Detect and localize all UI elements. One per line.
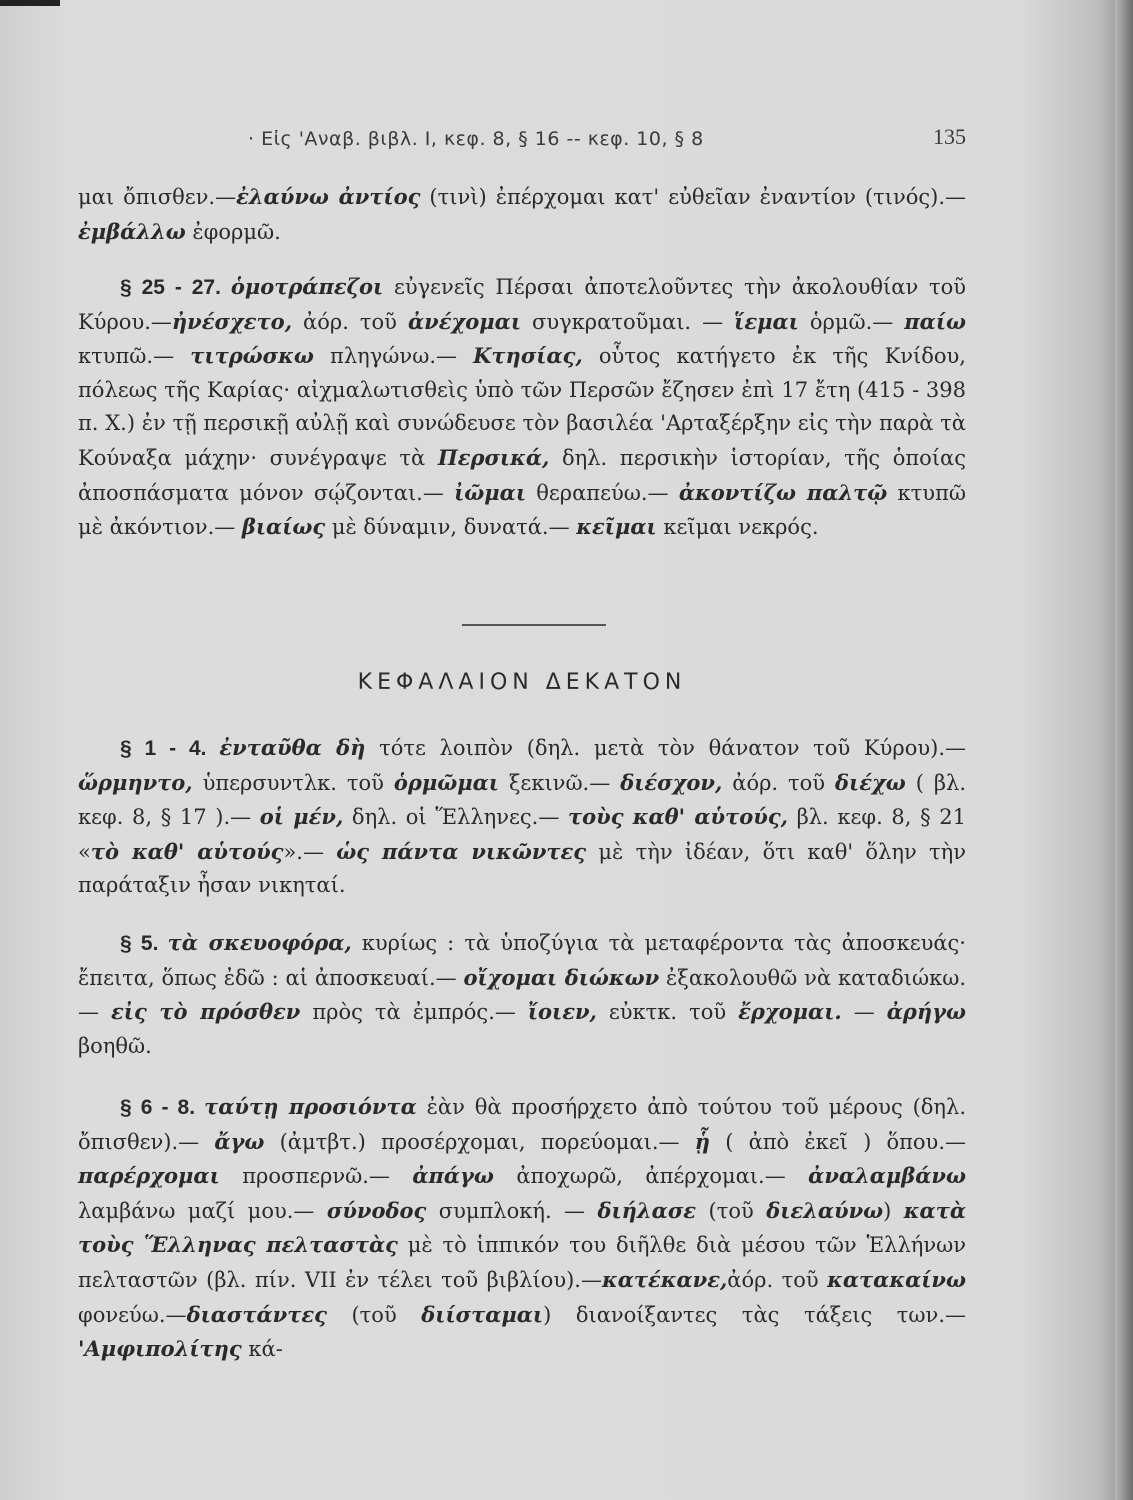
gloss-text: ἀποχωρῶ, ἀπέρχομαι.— xyxy=(493,1164,809,1189)
headword: σύνοδος xyxy=(326,1197,427,1223)
headword: ἔρχομαι. xyxy=(738,999,842,1025)
gloss-text: πρὸς τὰ ἐμπρός.— xyxy=(300,1000,528,1025)
gloss-text: δηλ. περσικὴν ἱστορίαν, τῆς ὁποίας ἀποσπάσματα μόνον σῴζονται.— xyxy=(78,445,966,505)
gloss-text: ἐξακολουθῶ νὰ καταδιώκω.— xyxy=(78,965,967,1025)
gloss-text: συμπλοκή. — xyxy=(426,1198,598,1223)
section-number: § 5. xyxy=(120,932,168,955)
headword: διήλασε xyxy=(597,1197,697,1223)
headword: κεῖμαι xyxy=(576,514,657,540)
headword: τὰ σκευοφόρα, xyxy=(167,930,352,955)
headword: τοὺς καθ' αὑτούς, xyxy=(567,804,788,830)
headword: 'Αμφιπολίτης xyxy=(78,1336,242,1362)
headword: ᾗ xyxy=(694,1128,710,1154)
gloss-text: εὐγενεῖς Πέρσαι ἀποτελοῦντες τὴν ἀκολουθίαν τοῦ Κύρου.— xyxy=(78,275,966,334)
gloss-text: κά- xyxy=(241,1337,283,1362)
headword: ὥρμηντο, xyxy=(78,769,193,795)
chapter-title: ΚΕΦΑΛΑΙΟΝ ΔΕΚΑΤΟΝ xyxy=(357,670,687,695)
paragraph-body xyxy=(78,731,966,903)
gloss-text: μὲ τὴν ἰδέαν, ὅτι καθ' ὅλην τὴν παράταξιν ἦσαν νικηταί. xyxy=(78,839,966,898)
scan-corner-mark xyxy=(0,0,60,6)
gloss-text: συγκρατοῦμαι. — xyxy=(521,309,735,334)
gloss-text: φονεύω.— xyxy=(78,1302,187,1327)
gloss-text: ἐὰν θὰ προσήρχετο ἀπὸ τούτου τοῦ μέρους (δηλ. ὄπισθεν).— xyxy=(78,1095,966,1154)
headword: ὁμοτράπεζοι xyxy=(230,274,384,299)
paragraph-continuation xyxy=(78,180,966,249)
headword: εἰς τὸ πρόσθεν xyxy=(111,999,301,1025)
headword: οἱ μέν, xyxy=(259,804,344,830)
headword: Κτησίας, xyxy=(473,343,583,369)
section-number: § 6 - 8. xyxy=(120,1096,205,1119)
paragraph-body xyxy=(78,926,966,1063)
gloss-text: ( βλ. κεφ. 8, § 17 ).— xyxy=(78,770,966,830)
gloss-text: δηλ. οἱ Ἕλληνες.— xyxy=(343,805,568,830)
headword: κατέκανε, xyxy=(601,1266,728,1292)
headword: διελαύνω xyxy=(766,1197,884,1223)
running-title: · Εἰς 'Αναβ. βιβλ. Ι, κεφ. 8, § 16 -- κεφ. 10, § 8 xyxy=(248,128,704,150)
headword: διέσχον, xyxy=(620,769,723,795)
section-divider xyxy=(462,624,606,626)
headword: κατὰ τοὺς Ἕλληνας πελταστὰς xyxy=(78,1197,966,1258)
gloss-text: κτυπῶ.— xyxy=(78,344,191,369)
headword: ἀρήγω xyxy=(886,999,966,1025)
headword: τιτρώσκω xyxy=(190,343,314,369)
paragraph-body xyxy=(78,270,966,545)
headword: ἄγω xyxy=(214,1128,265,1154)
headword: ἀναλαμβάνω xyxy=(808,1163,966,1189)
headword: διέχω xyxy=(835,769,906,795)
section-number: § 25 - 27. xyxy=(120,276,231,299)
gloss-text: μαι ὄπισθεν.— xyxy=(78,185,237,209)
gloss-text: κεῖμαι νεκρός. xyxy=(656,515,819,540)
headword: ἐμβάλλω xyxy=(78,218,186,244)
gloss-text: ἀόρ. τοῦ xyxy=(722,770,836,795)
section-number: § 1 - 4. xyxy=(120,737,220,760)
headword: τὸ καθ' αὑτούς xyxy=(90,838,284,864)
headword: ὁρμῶμαι xyxy=(393,769,499,795)
gloss-text: ) διανοίξαντες τὰς τάξεις των.— xyxy=(543,1302,966,1327)
gloss-text: οὗτος κατήγετο ἐκ τῆς Κνίδου, πόλεως τῆς Καρίας· αἰχμαλωτισθεὶς ὑπὸ τῶν Περσῶν ἔζησεν ἐπὶ 17 ἔτη (415 - 398 π. Χ.) ἐν τῇ περσικῇ αὐλῇ καὶ συνώδευσε τὸν βασιλέα 'Αρταξέρξην εἰς τὴν παρὰ τὰ Κούναξα μάχην· συνέγραψε τὰ xyxy=(78,344,966,470)
headword: παρέρχομαι xyxy=(78,1163,220,1189)
gloss-text: προσπερνῶ.— xyxy=(219,1164,413,1189)
gloss-text: ὁρμῶ.— xyxy=(798,309,905,334)
headword: διαστάντες xyxy=(186,1301,327,1327)
headword: ταύτῃ προσιόντα xyxy=(204,1094,417,1119)
headword: ἀνέχομαι xyxy=(407,308,521,334)
headword: ἐλαύνω ἀντίος xyxy=(236,184,421,209)
gloss-text: ὑπερσυντλκ. τοῦ xyxy=(192,770,394,795)
gloss-text: κτυπῶ μὲ ἀκόντιον.— xyxy=(78,480,966,540)
gloss-text: ξεκινῶ.— xyxy=(498,770,621,795)
page-number: 135 xyxy=(933,124,966,149)
headword: κατακαίνω xyxy=(827,1266,966,1292)
paragraph-section-1-4 xyxy=(78,731,966,903)
headword: ἴοιεν, xyxy=(527,999,597,1025)
gloss-text: μὲ δύναμιν, δυνατά.— xyxy=(325,515,577,540)
gloss-text: λαμβάνω μαζί μου.— xyxy=(78,1198,327,1223)
headword: ἀκοντίζω παλτῷ xyxy=(678,479,888,505)
headword: ἵεμαι xyxy=(734,308,799,334)
gloss-text: (τινὶ) ἐπέρχομαι κατ' εὐθεῖαν ἐναντίον (τινός).— xyxy=(420,185,967,209)
headword: ἠνέσχετο, xyxy=(171,308,293,334)
gloss-text: μὲ τὸ ἱππικόν του διῆλθε διὰ μέσου τῶν Ἑλλήνων πελταστῶν (βλ. πίν. VII ἐν τέλει τοῦ βιβλίου).— xyxy=(78,1233,966,1292)
gloss-text: θεραπεύω.— xyxy=(525,480,679,505)
gloss-text: (ἀμτβτ.) προσέρχομαι, πορεύομαι.— xyxy=(264,1129,695,1154)
paragraph-section-6-8 xyxy=(78,1090,966,1367)
gloss-text: εὐκτκ. τοῦ xyxy=(596,1000,739,1025)
paragraph-section-25-27 xyxy=(78,270,966,545)
gloss-text: ἐφορμῶ. xyxy=(185,219,281,244)
headword: διίσταμαι xyxy=(421,1301,544,1327)
gloss-text: βοηθῶ. xyxy=(78,1033,152,1058)
headword: βιαίως xyxy=(241,514,326,540)
headword: ἀπάγω xyxy=(412,1163,494,1189)
gloss-text: (τοῦ xyxy=(326,1302,422,1327)
headword: οἴχομαι διώκων xyxy=(463,964,660,990)
gloss-text: ( ἀπὸ ἐκεῖ ) ὅπου.— xyxy=(710,1129,966,1154)
gloss-text: ἀόρ. τοῦ xyxy=(292,309,408,334)
page-edge-shadow xyxy=(1115,0,1133,1500)
paragraph-body xyxy=(78,180,966,249)
gloss-text: βλ. κεφ. 8, § 21 « xyxy=(78,805,966,864)
gloss-text: ) xyxy=(883,1198,904,1223)
paragraph-section-5 xyxy=(78,926,966,1063)
gloss-text: κυρίως : τὰ ὑποζύγια τὰ μεταφέροντα τὰς ἀποσκευάς· ἔπειτα, ὅπως ἐδῶ : αἱ ἀποσκευαί.— xyxy=(78,931,966,990)
gloss-text: πληγώνω.— xyxy=(313,344,474,369)
gloss-text: ».— xyxy=(283,839,337,864)
paragraph-body xyxy=(78,1090,966,1367)
headword: ὡς πάντα νικῶντες xyxy=(336,838,587,864)
headword: Περσικά, xyxy=(437,444,550,470)
headword: παίω xyxy=(904,308,966,334)
gloss-text: ἀόρ. τοῦ xyxy=(727,1267,828,1292)
gloss-text: τότε λοιπὸν (δηλ. μετὰ τὸν θάνατον τοῦ Κύρου).— xyxy=(365,736,967,760)
gloss-text: — xyxy=(841,1000,887,1025)
gloss-text: (τοῦ xyxy=(696,1198,767,1223)
headword: ἐνταῦθα δὴ xyxy=(219,735,366,760)
headword: ἰῶμαι xyxy=(454,479,526,505)
running-header xyxy=(248,124,966,158)
